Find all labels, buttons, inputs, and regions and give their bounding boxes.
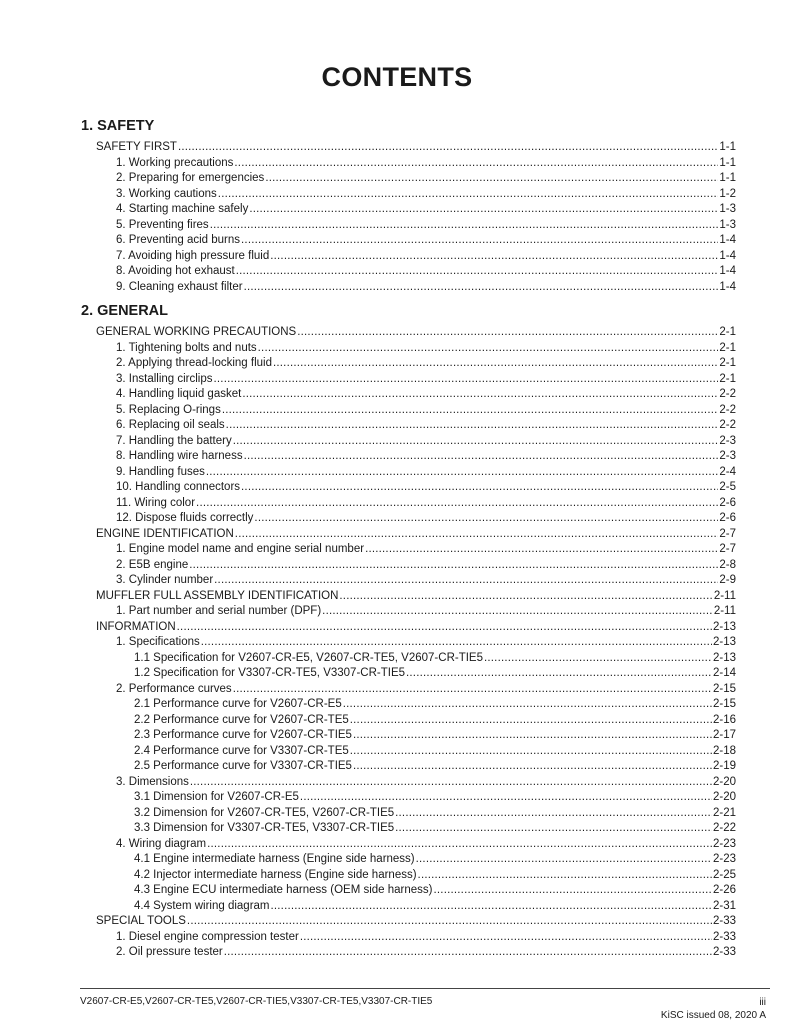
dot-leader — [244, 280, 719, 296]
toc-entry-page: 2-33 — [712, 915, 736, 927]
toc-entry-label: 4. Wiring diagram — [116, 837, 207, 850]
dot-leader — [434, 883, 712, 899]
toc-entry-page: 2-17 — [712, 729, 736, 741]
toc-entry-label: 2. Preparing for emergencies — [116, 172, 265, 184]
toc-entry-label: 5. Preventing fires — [116, 218, 209, 231]
toc-entry-label: 1.2 Specification for V3307-CR-TE5, V3307-CR-TIE5 — [134, 667, 406, 679]
toc-entry-page: 2-2 — [719, 403, 736, 416]
toc-entry-label: 7. Handling the battery — [116, 434, 232, 447]
toc-entry-page: 2-7 — [719, 543, 736, 555]
toc-entry-label: 1. Specifications — [116, 636, 200, 648]
dot-leader — [214, 372, 719, 388]
dot-leader — [273, 356, 718, 372]
toc-entry[interactable] — [134, 852, 736, 868]
toc-entry-page: 2-9 — [719, 574, 736, 586]
dot-leader — [236, 264, 719, 280]
toc-entry[interactable] — [116, 233, 736, 249]
toc-entry-label: 2.1 Performance curve for V2607-CR-E5 — [134, 698, 342, 710]
toc-entry[interactable] — [116, 558, 736, 574]
toc-entry-label: 2.3 Performance curve for V2607-CR-TIE5 — [134, 729, 352, 741]
toc-entry-page: 2-7 — [719, 527, 736, 540]
toc-entry-page: 1-1 — [719, 172, 736, 184]
toc-entry-page: 2-20 — [712, 791, 736, 803]
toc-entry-page: 2-13 — [712, 620, 736, 633]
toc-entry-label: 3.2 Dimension for V2607-CR-TE5, V2607-CR-TIE5 — [134, 806, 395, 819]
dot-leader — [365, 542, 718, 558]
toc-entry-page: 2-16 — [712, 713, 736, 726]
dot-leader — [297, 325, 718, 341]
toc-entry-page: 2-22 — [712, 822, 736, 834]
section-heading: 2. GENERAL — [81, 303, 169, 319]
toc-entry[interactable] — [116, 372, 736, 388]
toc-chapter-entry[interactable] — [96, 140, 736, 156]
toc-entry-page: 2-19 — [712, 760, 736, 772]
toc-chapter-entry[interactable] — [96, 325, 736, 341]
toc-entry-label: 2. Performance curves — [116, 682, 232, 695]
toc-entry-label: 3.1 Dimension for V2607-CR-E5 — [134, 791, 299, 803]
toc-entry[interactable] — [116, 280, 736, 296]
toc-entry-label: 11. Wiring color — [116, 496, 196, 509]
dot-leader — [201, 635, 712, 651]
dot-leader — [406, 666, 712, 682]
toc-entry-page: 2-15 — [712, 698, 736, 710]
toc-entry-label: SAFETY FIRST — [96, 141, 177, 153]
toc-entry[interactable] — [116, 434, 736, 450]
footer-models: V2607-CR-E5,V2607-CR-TE5,V2607-CR-TIE5,V3307-CR-TE5,V3307-CR-TIE5 — [80, 996, 433, 1007]
toc-entry-page: 1-1 — [719, 156, 736, 169]
dot-leader — [300, 790, 712, 806]
toc-entry-label: 1. Diesel engine compression tester — [116, 930, 299, 943]
dot-leader — [226, 418, 719, 434]
dot-leader — [189, 558, 718, 574]
toc-entry-label: 2.2 Performance curve for V2607-CR-TE5 — [134, 713, 349, 726]
toc-entry-page: 1-3 — [719, 203, 736, 215]
section-heading: 1. SAFETY — [81, 118, 155, 134]
toc-entry-page: 1-4 — [719, 265, 736, 277]
toc-entry-page: 1-3 — [719, 218, 736, 231]
toc-entry-page: 2-20 — [712, 775, 736, 788]
toc-entry[interactable] — [116, 341, 736, 357]
dot-leader — [190, 775, 712, 791]
toc-entry[interactable] — [116, 604, 736, 620]
toc-entry-page: 1-4 — [719, 234, 736, 246]
toc-entry[interactable] — [116, 403, 736, 419]
toc-entry-page: 2-13 — [712, 636, 736, 648]
toc-entry[interactable] — [116, 682, 736, 698]
toc-entry-page: 2-13 — [712, 651, 736, 664]
toc-entry-label: 2. Oil pressure tester — [116, 946, 223, 958]
toc-entry-label: 4.2 Injector intermediate harness (Engine side harness) — [134, 868, 417, 881]
toc-entry-page: 2-26 — [712, 884, 736, 896]
toc-entry-label: 9. Cleaning exhaust filter — [116, 280, 243, 293]
toc-entry-label: SPECIAL TOOLS — [96, 915, 186, 927]
dot-leader — [218, 187, 719, 203]
toc-entry-label: 9. Handling fuses — [116, 465, 205, 478]
dot-leader — [353, 728, 712, 744]
toc-entry[interactable] — [116, 418, 736, 434]
dot-leader — [343, 697, 712, 713]
toc-entry[interactable] — [116, 264, 736, 280]
dot-leader — [353, 759, 712, 775]
toc-entry[interactable] — [134, 899, 736, 915]
dot-leader — [395, 806, 712, 822]
toc-entry-label: 2. E5B engine — [116, 558, 189, 571]
dot-leader — [241, 480, 718, 496]
toc-entry-label: 2. Applying thread-locking fluid — [116, 357, 272, 369]
toc-chapter-entry[interactable] — [96, 620, 736, 636]
toc-entry[interactable] — [134, 744, 736, 760]
toc-entry-label: 5. Replacing O-rings — [116, 403, 221, 416]
toc-entry[interactable] — [116, 249, 736, 265]
dot-leader — [233, 434, 719, 450]
toc-entry-label: 12. Dispose fluids correctly — [116, 512, 254, 524]
dot-leader — [350, 713, 712, 729]
dot-leader — [187, 914, 712, 930]
toc-entry-page: 2-1 — [719, 357, 736, 369]
toc-entry[interactable] — [116, 202, 736, 218]
toc-entry-page: 2-15 — [712, 682, 736, 695]
toc-entry-page: 2-18 — [712, 744, 736, 757]
toc-chapter-entry[interactable] — [96, 914, 736, 930]
toc-entry-label: 1. Tightening bolts and nuts — [116, 341, 257, 354]
toc-entry-label: 3. Cylinder number — [116, 574, 214, 586]
toc-entry[interactable] — [134, 666, 736, 682]
toc-entry-page: 2-31 — [712, 899, 736, 912]
dot-leader — [234, 156, 718, 172]
toc-entry-label: 4.1 Engine intermediate harness (Engine side harness) — [134, 853, 415, 865]
toc-entry-label: 2.5 Performance curve for V3307-CR-TIE5 — [134, 760, 352, 772]
dot-leader — [350, 744, 712, 760]
toc-entry-label: 2.4 Performance curve for V3307-CR-TE5 — [134, 744, 349, 757]
toc-entry[interactable] — [116, 156, 736, 172]
toc-entry-page: 2-2 — [719, 388, 736, 400]
toc-entry-page: 2-1 — [719, 341, 736, 354]
toc-entry-label: 3.3 Dimension for V3307-CR-TE5, V3307-CR-TIE5 — [134, 822, 395, 834]
toc-entry[interactable] — [116, 573, 736, 589]
toc-entry-page: 2-11 — [713, 589, 736, 602]
toc-entry[interactable] — [134, 806, 736, 822]
footer-issued: KiSC issued 08, 2020 A — [660, 1010, 766, 1021]
dot-leader — [207, 837, 712, 853]
dot-leader — [224, 945, 712, 961]
toc-entry-page: 2-2 — [719, 419, 736, 431]
dot-leader — [210, 218, 719, 234]
page-title: CONTENTS — [321, 62, 473, 92]
toc-entry-page: 2-5 — [719, 481, 736, 493]
dot-leader — [214, 573, 718, 589]
toc-entry-label: 6. Preventing acid burns — [116, 234, 241, 246]
dot-leader — [249, 202, 718, 218]
toc-entry-page: 1-4 — [719, 280, 736, 293]
toc-entry-label: 8. Handling wire harness — [116, 450, 243, 462]
toc-chapter-entry[interactable] — [96, 589, 736, 605]
dot-leader — [258, 341, 719, 357]
toc-entry-page: 2-3 — [719, 434, 736, 447]
toc-chapter-entry[interactable] — [96, 527, 736, 543]
footer-right-block — [661, 996, 766, 1022]
toc-entry-label: 3. Installing circlips — [116, 372, 213, 385]
dot-leader — [395, 821, 712, 837]
toc-entry-page: 1-4 — [719, 249, 736, 262]
dot-leader — [300, 930, 712, 946]
toc-entry-label: 8. Avoiding hot exhaust — [116, 265, 235, 277]
toc-entry[interactable] — [116, 775, 736, 791]
toc-entry-label: GENERAL WORKING PRECAUTIONS — [96, 326, 297, 338]
dot-leader — [322, 604, 713, 620]
dot-leader — [235, 527, 719, 543]
toc-entry[interactable] — [116, 480, 736, 496]
toc-entry-label: 1. Working precautions — [116, 156, 234, 169]
dot-leader — [271, 899, 712, 915]
toc-entry[interactable] — [116, 218, 736, 234]
toc-entry[interactable] — [134, 759, 736, 775]
toc-entry-page: 2-4 — [719, 465, 736, 478]
toc-entry-label: 3. Dimensions — [116, 775, 189, 788]
toc-entry-page: 2-6 — [719, 496, 736, 509]
toc-entry-label: 4.3 Engine ECU intermediate harness (OEM side harness) — [134, 884, 433, 896]
dot-leader — [178, 140, 718, 156]
toc-entry[interactable] — [116, 449, 736, 465]
toc-entry-page: 2-21 — [712, 806, 736, 819]
toc-entry-label: 7. Avoiding high pressure fluid — [116, 249, 270, 262]
toc-entry[interactable] — [116, 511, 736, 527]
dot-leader — [418, 868, 712, 884]
dot-leader — [177, 620, 712, 636]
toc-entry[interactable] — [134, 883, 736, 899]
dot-leader — [241, 233, 718, 249]
toc-entry-page: 2-8 — [719, 558, 736, 571]
dot-leader — [265, 171, 718, 187]
dot-leader — [242, 387, 718, 403]
toc-entry[interactable] — [116, 542, 736, 558]
toc-entry-page: 2-23 — [712, 837, 736, 850]
dot-leader — [484, 651, 712, 667]
dot-leader — [222, 403, 719, 419]
toc-entry[interactable] — [116, 465, 736, 481]
dot-leader — [339, 589, 712, 605]
footer-divider — [80, 988, 770, 989]
toc-entry[interactable] — [134, 790, 736, 806]
toc-entry-page: 2-6 — [719, 512, 736, 524]
toc-entry[interactable] — [134, 651, 736, 667]
toc-entry-page: 2-23 — [712, 853, 736, 865]
toc-entry[interactable] — [116, 171, 736, 187]
toc-entry-label: 4. Starting machine safely — [116, 203, 249, 215]
toc-entry-label: 6. Replacing oil seals — [116, 419, 225, 431]
toc-entry[interactable] — [116, 930, 736, 946]
toc-entry-label: 1.1 Specification for V2607-CR-E5, V2607-CR-TE5, V2607-CR-TIE5 — [134, 651, 483, 664]
toc-entry-label: ENGINE IDENTIFICATION — [96, 527, 234, 540]
toc-entry-page: 1-1 — [719, 141, 736, 153]
toc-entry-page: 2-14 — [712, 667, 736, 679]
toc-entry[interactable] — [116, 945, 736, 961]
toc-entry[interactable] — [116, 635, 736, 651]
toc-entry-page: 2-33 — [712, 946, 736, 958]
toc-entry-page: 2-1 — [719, 326, 736, 338]
toc-entry-label: 4. Handling liquid gasket — [116, 388, 242, 400]
dot-leader — [233, 682, 712, 698]
toc-entry-page: 2-3 — [719, 450, 736, 462]
toc-entry[interactable] — [116, 496, 736, 512]
toc-entry[interactable] — [116, 356, 736, 372]
footer-page-number: iii — [759, 997, 766, 1008]
toc-entry[interactable] — [116, 837, 736, 853]
toc-entry-label: INFORMATION — [96, 620, 176, 633]
dot-leader — [244, 449, 719, 465]
toc-entry[interactable] — [116, 387, 736, 403]
toc-entry-page: 2-1 — [719, 372, 736, 385]
toc-entry[interactable] — [134, 728, 736, 744]
toc-entry[interactable] — [134, 821, 736, 837]
toc-entry-label: 3. Working cautions — [116, 187, 217, 200]
toc-entry-page: 1-2 — [719, 187, 736, 200]
dot-leader — [196, 496, 718, 512]
toc-entry-label: 10. Handling connectors — [116, 481, 241, 493]
toc-entry-label: 1. Part number and serial number (DPF) — [116, 605, 322, 617]
toc-entry-label: 1. Engine model name and engine serial number — [116, 543, 365, 555]
toc-entry[interactable] — [116, 187, 736, 203]
toc-entry-label: MUFFLER FULL ASSEMBLY IDENTIFICATION — [96, 589, 339, 602]
toc-entry[interactable] — [134, 868, 736, 884]
dot-leader — [416, 852, 712, 868]
toc-entry[interactable] — [134, 697, 736, 713]
toc-entry-label: 4.4 System wiring diagram — [134, 899, 270, 912]
dot-leader — [254, 511, 718, 527]
dot-leader — [206, 465, 719, 481]
toc-entry[interactable] — [134, 713, 736, 729]
toc-entry-page: 2-33 — [712, 930, 736, 943]
toc-entry-page: 2-11 — [713, 605, 736, 617]
dot-leader — [270, 249, 718, 265]
toc-entry-page: 2-25 — [712, 868, 736, 881]
